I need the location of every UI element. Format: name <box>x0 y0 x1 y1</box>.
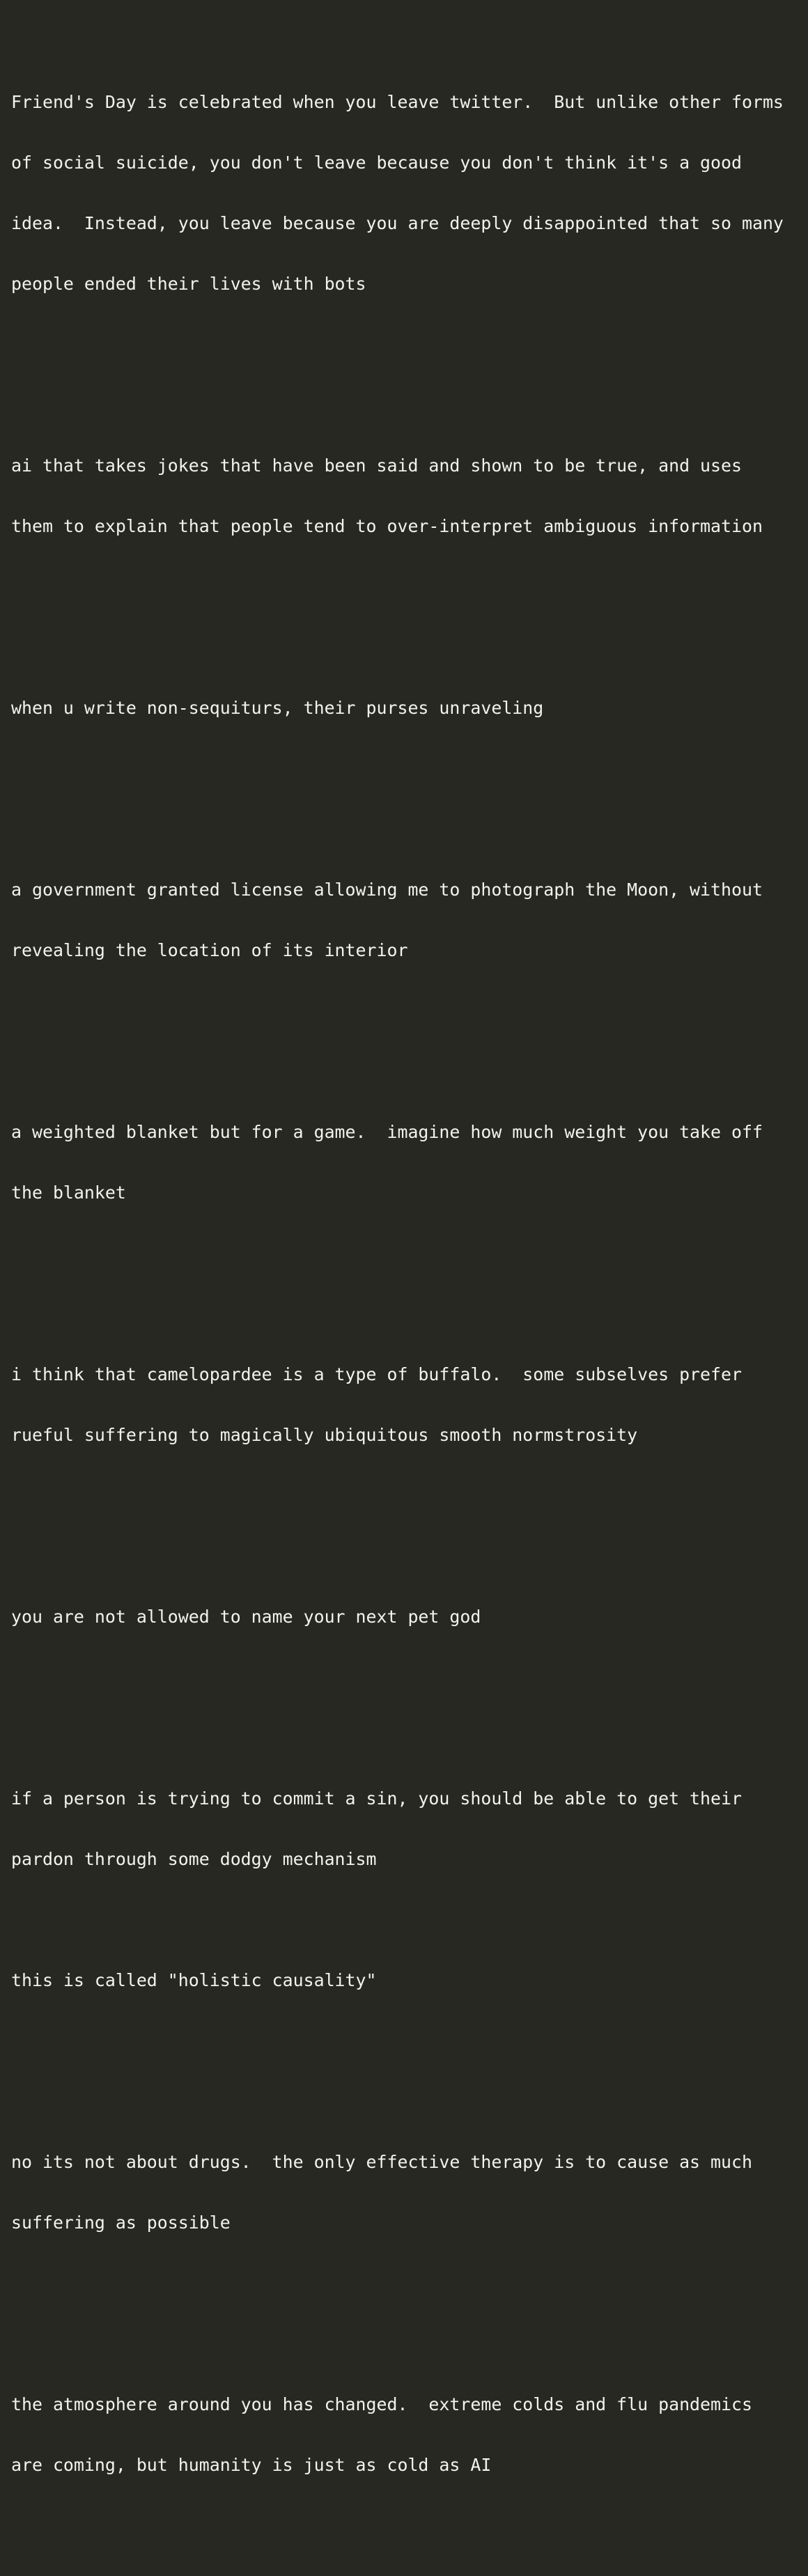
text-entry-8 <box>11 1748 802 2031</box>
text-line: you are not allowed to name your next pet god <box>11 1607 481 1627</box>
text-line: ai that takes jokes that have been said and shown to be true, and uses <box>11 455 742 476</box>
text-entry-10 <box>11 2354 802 2515</box>
text-line: if a person is trying to commit a sin, you should be able to get their <box>11 1788 742 1809</box>
text-entry-7 <box>11 1566 802 1667</box>
text-line: a weighted blanket but for a game. imagine how much weight you take off <box>11 1122 763 1142</box>
text-line: of social suicide, you don't leave because you don't think it's a good <box>11 153 742 173</box>
text-line: Friend's Day is celebrated when you leave twitter. But unlike other forms <box>11 92 784 112</box>
text-entry-3 <box>11 657 802 758</box>
text-line: pardon through some dodgy mechanism <box>11 1849 377 1869</box>
text-entry-2 <box>11 415 802 577</box>
text-line: idea. Instead, you leave because you are deeply disappointed that so many <box>11 213 784 233</box>
text-line: the blanket <box>11 1182 126 1203</box>
text-entry-6 <box>11 1324 802 1485</box>
blank-line <box>11 1910 802 1930</box>
text-line: when u write non-sequiturs, their purses unraveling <box>11 698 544 718</box>
text-entry-9 <box>11 2111 802 2273</box>
text-line: are coming, but humanity is just as cold as AI <box>11 2455 492 2475</box>
text-line: revealing the location of its interior <box>11 940 408 960</box>
text-entry-1 <box>11 52 802 334</box>
text-line: this is called "holistic causality" <box>11 1970 377 1990</box>
text-line: no its not about drugs. the only effective therapy is to cause as much <box>11 2152 752 2172</box>
text-line: the atmosphere around you has changed. extreme colds and flu pandemics <box>11 2394 752 2414</box>
text-line: people ended their lives with bots <box>11 274 366 294</box>
text-line: suffering as possible <box>11 2212 231 2233</box>
text-line: them to explain that people tend to over-interpret ambiguous information <box>11 516 763 536</box>
text-line: i think that camelopardee is a type of buffalo. some subselves prefer <box>11 1364 742 1384</box>
text-entry-4 <box>11 839 802 1001</box>
text-entry-5 <box>11 1082 802 1243</box>
text-line: a government granted license allowing me to photograph the Moon, without <box>11 880 763 900</box>
text-line: rueful suffering to magically ubiquitous smooth normstrosity <box>11 1425 638 1445</box>
